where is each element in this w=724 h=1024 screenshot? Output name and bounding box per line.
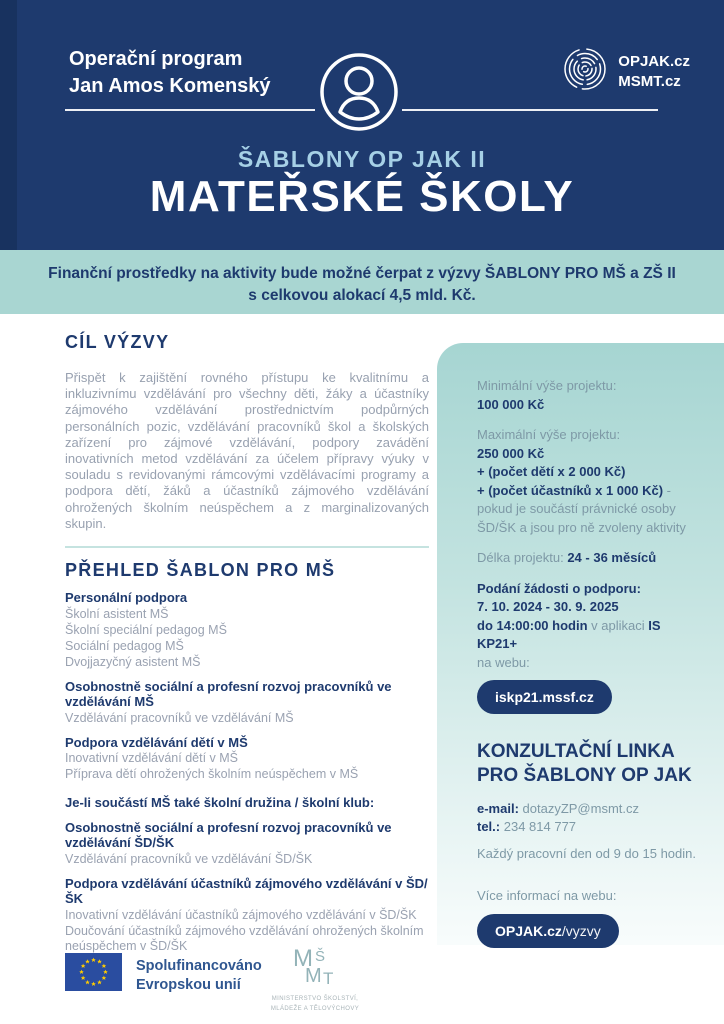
eu-cofinancing-line1: Spolufinancováno — [136, 958, 262, 974]
allocation-banner-line1: Finanční prostředky na aktivity bude možné čerpat z výzvy ŠABLONY PRO MŠ a ZŠ II — [48, 265, 676, 282]
min-amount-value: 100 000 Kč — [477, 396, 545, 412]
main-left-column — [65, 332, 429, 954]
group-item: Sociální pedagog MŠ — [65, 638, 184, 653]
svg-text:Š: Š — [315, 948, 326, 965]
group-title: Podpora vzdělávání dětí v MŠ — [65, 734, 248, 750]
tel-label: tel.: — [477, 819, 501, 834]
shablon-group-personal — [65, 590, 429, 670]
msmt-monogram-icon — [279, 944, 351, 988]
program-name — [69, 46, 271, 100]
eu-cofinancing-line2: Evropskou unií — [136, 977, 241, 994]
max-amount-value: 250 000 Kč — [477, 445, 545, 461]
submission-dates: 7. 10. 2024 - 30. 9. 2025 — [477, 599, 619, 614]
more-info-label: Více informací na webu: — [477, 888, 617, 903]
email-label: e-mail: — [477, 800, 519, 816]
msmt-caption-line2: MLÁDEŽE A TĚLOVÝCHOVY — [270, 1005, 360, 1012]
svg-text:T: T — [323, 969, 334, 988]
max-amount-add2: + (počet účastníků x 1 000 Kč) — [477, 482, 664, 498]
email-value: dotazyZP@msmt.cz — [518, 800, 640, 816]
shablon-group-druzina-note — [65, 795, 429, 811]
max-amount-note: - pokud je součástí právnické osoby ŠD/ŠK a jsou pro ně zvoleny aktivity — [477, 482, 686, 535]
duration-block — [477, 549, 698, 568]
group-item: Inovativní vzdělávání účastníků zájmového vzdělávání v ŠD/ŠK — [65, 907, 417, 922]
page-title: MATEŘSKÉ ŠKOLY — [149, 172, 575, 221]
group-title: Personální podpora — [65, 590, 188, 606]
min-amount-label: Minimální výše projektu: — [477, 378, 617, 393]
shablon-group-podpora-sdsk — [65, 876, 429, 954]
opjak-link-bold: OPJAK.cz — [495, 922, 562, 939]
eu-cofinancing-label — [136, 957, 262, 995]
group-title: Osobnostně sociální a profesní rozvoj pracovníků ve vzdělávání ŠD/ŠK — [65, 819, 392, 851]
max-amount-label: Maximální výše projektu: — [477, 427, 621, 442]
group-item: Vzdělávání pracovníků ve vzdělávání MŠ — [65, 710, 294, 725]
max-amount-add1: + (počet dětí x 2 000 Kč) — [477, 464, 626, 479]
group-item: Školní speciální pedagog MŠ — [65, 622, 227, 637]
max-amount-block — [477, 426, 698, 537]
tel-line — [477, 818, 698, 837]
submission-web-label: na webu: — [477, 654, 530, 670]
header-divider-left — [65, 109, 315, 111]
shablon-group-rozvoj-ms — [65, 679, 429, 726]
min-amount-block — [477, 377, 698, 414]
group-title: Je-li součástí MŠ také školní družina / školní klub: — [65, 795, 375, 811]
group-title: Podpora vzdělávání účastníků zájmového vzdělávání v ŠD/ŠK — [65, 875, 428, 907]
msmt-caption — [250, 995, 380, 1014]
tel-value: 234 814 777 — [500, 819, 577, 834]
header-divider-right — [402, 109, 658, 111]
submission-heading: Podání žádosti o podporu: — [477, 580, 641, 596]
group-item: Inovativní vzdělávání dětí v MŠ — [65, 751, 239, 766]
allocation-banner-line2: s celkovou alokací 4,5 mld. Kč. — [248, 287, 476, 304]
submission-time-line — [477, 617, 698, 654]
program-name-line1: Operační program — [69, 48, 243, 70]
svg-text:M: M — [293, 945, 313, 972]
fingerprint-logo-icon — [562, 46, 608, 97]
duration-label: Délka projektu: — [477, 550, 568, 565]
eu-flag-icon — [65, 953, 122, 996]
logo-urls — [618, 52, 690, 91]
group-item: Školní asistent MŠ — [65, 606, 169, 621]
call-subtitle: ŠABLONY OP JAK II — [237, 146, 487, 172]
header — [0, 0, 724, 250]
opjak-link-button[interactable] — [477, 914, 619, 948]
consult-heading-line2: PRO ŠABLONY OP JAK — [477, 764, 692, 786]
person-avatar-icon — [319, 50, 399, 134]
consult-heading — [477, 740, 698, 788]
group-item: Vzdělávání pracovníků ve vzdělávání ŠD/ŠK — [65, 851, 313, 866]
group-title: Osobnostně sociální a profesní rozvoj pracovníků ve vzdělávání MŠ — [65, 678, 392, 710]
logo-url-opjak: OPJAK.cz — [618, 53, 690, 70]
group-item: Doučování účastníků zájmového vzdělávání ohrožených školním neúspěchem v ŠD/ŠK — [65, 923, 424, 953]
email-line — [477, 800, 698, 819]
info-side-panel — [437, 343, 724, 945]
opjak-msmt-logo — [562, 46, 690, 97]
goal-heading: CÍL VÝZVY — [65, 332, 170, 352]
group-item: Dvojjazyčný asistent MŠ — [65, 654, 201, 669]
program-name-line2: Jan Amos Komenský — [69, 75, 271, 97]
opjak-link-path: /vyzvy — [561, 922, 601, 939]
shablon-group-rozvoj-sdsk — [65, 820, 429, 867]
consult-heading-line1: KONZULTAČNÍ LINKA — [477, 741, 675, 762]
max-amount-add2-note — [477, 482, 698, 538]
logo-url-msmt: MSMT.cz — [618, 72, 681, 90]
shablon-group-podpora-deti — [65, 735, 429, 783]
submission-time: do 14:00:00 hodin — [477, 617, 588, 633]
svg-text:M: M — [305, 965, 322, 987]
overview-heading: PŘEHLED ŠABLON PRO MŠ — [65, 560, 336, 581]
submission-mid: v aplikaci — [587, 617, 649, 633]
section-divider — [65, 546, 429, 548]
group-item: Příprava dětí ohrožených školním neúspěchem v MŠ — [65, 767, 359, 782]
duration-value: 24 - 36 měsíců — [567, 550, 657, 565]
office-hours: Každý pracovní den od 9 do 15 hodin. — [477, 845, 696, 861]
submission-app: IS KP21+ — [477, 617, 661, 651]
iskp-link-button[interactable]: iskp21.mssf.cz — [477, 680, 612, 714]
allocation-banner — [0, 250, 724, 314]
submission-block — [477, 580, 698, 715]
msmt-caption-line1: MINISTERSTVO ŠKOLSTVÍ, — [271, 996, 359, 1002]
msmt-logo — [250, 944, 380, 1014]
goal-body-text: Přispět k zajištění rovného přístupu ke kvalitnímu a inkluzivnímu vzdělávání pro všechny děti, žáky a účastníky zájmového vzdělávání prostřednictvím podpůrných personálních pozic, vzdělávání pracovníků škol a školských zařízení pro zájmové vzdělávání, podpory zavádění inovativních metod vzdělávání za účelem přípravy výuky v souladu s revidovanými rámcovými vzdělávacími programy a podpora dětí, žáků a účastníků zájmového vzdělávání ohrožených školním neúspěchem a z marginalizovaných skupin. — [65, 370, 429, 531]
